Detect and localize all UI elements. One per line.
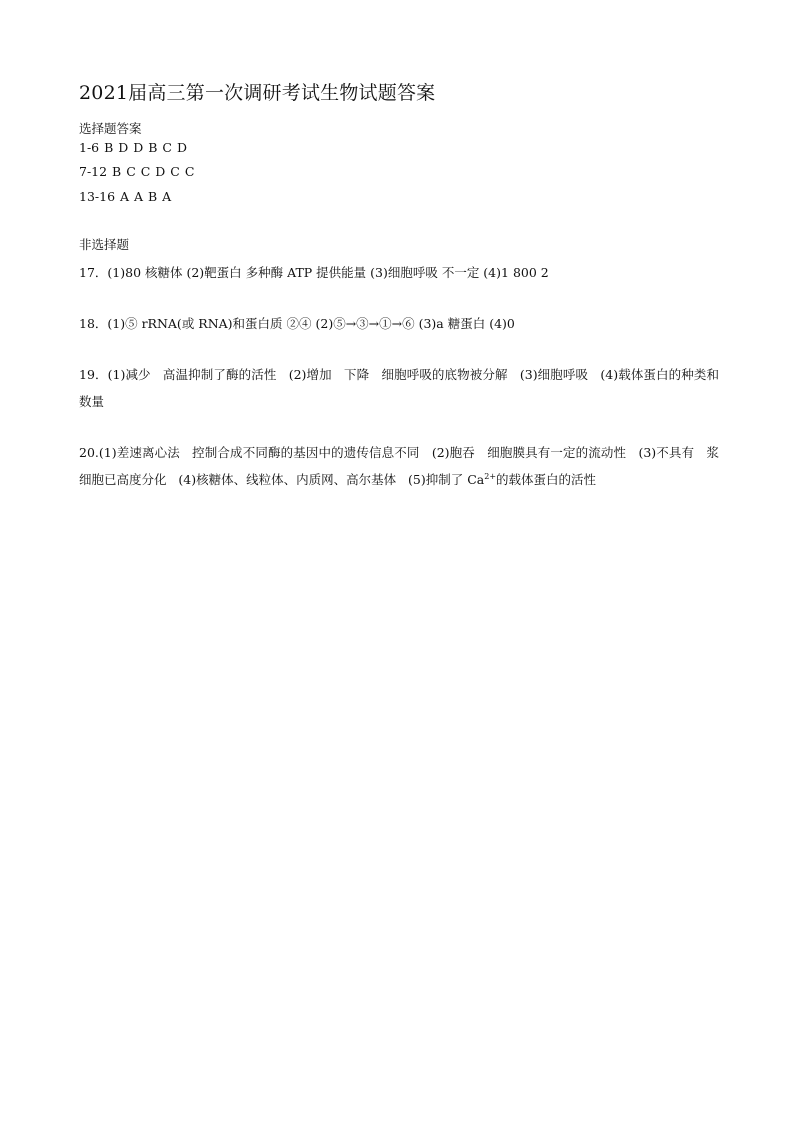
answer-q18: 18．(1)⑤ rRNA(或 RNA)和蛋白质 ②④ (2)⑤→③→①→⑥ (3)a 糖蛋白 (4)0 xyxy=(79,316,515,331)
answer-q20-text: 20.(1)差速离心法 控制合成不同酶的基因中的遗传信息不同 (2)胞吞 细胞膜具有一定的流动性 (3)不具有 浆细胞已高度分化 (4)核糖体、线粒体、内质网、高尔基体 (5)抑制了 Ca xyxy=(79,445,719,487)
answer-q20-tail: 的载体蛋白的活性 xyxy=(496,472,597,487)
mc-row-13-16: 13-16 A A B A xyxy=(79,189,172,204)
document-title: 2021届高三第一次调研考试生物试题答案 xyxy=(79,82,436,104)
answer-q20 xyxy=(79,439,719,493)
nonmc-heading: 非选择题 xyxy=(79,237,130,252)
answer-q19: 19．(1)减少 高温抑制了酶的活性 (2)增加 下降 细胞呼吸的底物被分解 (3)细胞呼吸 (4)载体蛋白的种类和数量 xyxy=(79,367,719,409)
mc-row-7-12: 7-12 B C C D C C xyxy=(79,164,195,179)
mc-row-1-6: 1-6 B D D B C D xyxy=(79,140,187,155)
calcium-ion-charge: 2+ xyxy=(484,472,497,481)
mc-heading: 选择题答案 xyxy=(79,121,142,136)
answer-q17: 17．(1)80 核糖体 (2)靶蛋白 多种酶 ATP 提供能量 (3)细胞呼吸 不一定 (4)1 800 2 xyxy=(79,265,549,280)
